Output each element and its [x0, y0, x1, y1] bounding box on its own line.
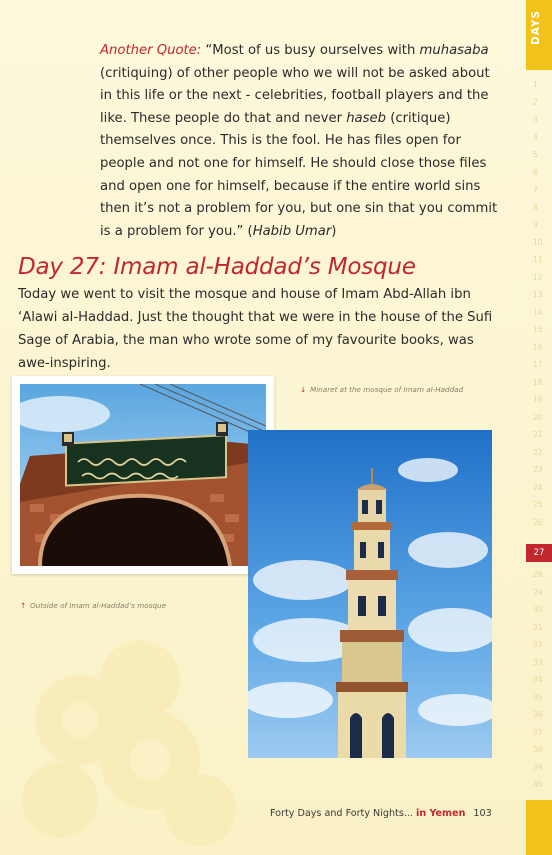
outside-caption [20, 601, 166, 610]
day-number: 5 [533, 150, 538, 159]
day-number: 28 [533, 570, 543, 579]
days-tab-label: DAYS [530, 10, 542, 46]
minaret-caption [300, 385, 463, 394]
days-tab [526, 0, 552, 70]
arrow-down-icon: ↓ [300, 385, 307, 394]
quote-text: (critiquing) of other people who we will not be asked about in this life or the next - celebrities, football players and the like. These people do that and never [100, 65, 490, 126]
book-title: Forty Days and Forty Nights... [270, 808, 417, 819]
day-number: 36 [533, 710, 543, 719]
day-number: 21 [533, 430, 543, 439]
page-footer [270, 808, 492, 819]
day-number: 16 [533, 342, 543, 352]
quote-text: (critique) themselves once. This is the fool. He has files open for people and not one for himself. He should close those files and open one for himself, because if the entire world sins then it’s not a problem for you, but one sin that you commit is a problem for you.” ( [100, 110, 498, 239]
section-intro: Today we went to visit the mosque and house of Imam Abd-Allah ibn ‘Alawi al-Haddad. Just the thought that we were in the house of the Sufi Sage of Arabia, the man who wrote some of my favourite books, was awe-inspiring. [18, 287, 493, 371]
day-number: 31 [533, 622, 543, 632]
day-number: 19 [533, 395, 543, 404]
arrow-up-icon: ↑ [20, 601, 27, 610]
section-heading: Day 27: Imam al-Haddad’s Mosque [18, 254, 416, 280]
day-number: 12 [533, 272, 543, 282]
quote-block [100, 40, 505, 243]
current-day-marker: 27 [526, 544, 552, 562]
day-number: 24 [533, 482, 543, 492]
day-number: 30 [533, 605, 543, 614]
day-number: 25 [533, 500, 543, 509]
day-number: 23 [533, 465, 543, 474]
day-number: 2 [533, 97, 538, 107]
flower-watermark-icon [0, 600, 240, 855]
quote-label: Another Quote: [100, 43, 202, 58]
day-number: 3 [533, 115, 538, 124]
day-number: 17 [533, 360, 543, 369]
quote-term: muhasaba [419, 43, 489, 58]
day-number: 6 [533, 167, 538, 177]
day-number: 8 [533, 202, 538, 212]
page-number: 103 [473, 808, 492, 819]
mosque-gate-image [20, 384, 266, 566]
day-number: 33 [533, 657, 543, 667]
day-number: 7 [533, 185, 538, 194]
mosque-gate-photo [12, 376, 274, 574]
quote-text: “Most of us busy ourselves with [201, 43, 420, 58]
day-number: 10 [533, 237, 543, 247]
quote-source: Habib Umar [252, 223, 332, 239]
day-number: 11 [533, 255, 543, 264]
day-number: 13 [533, 290, 543, 299]
day-number: 38 [533, 745, 543, 754]
minaret-caption-text: Minaret at the mosque of Imam al-Haddad [310, 385, 464, 394]
day-number: 34 [533, 675, 543, 684]
day-number: 29 [533, 587, 543, 597]
day-number: 20 [533, 412, 543, 422]
outside-caption-text: Outside of Imam al-Haddad’s mosque [30, 601, 166, 610]
minaret-photo [248, 430, 492, 758]
day-number: 32 [533, 640, 543, 649]
quote-text: ) [331, 223, 337, 239]
day-number: 18 [533, 377, 543, 387]
day-number: 1 [533, 80, 538, 89]
day-number: 15 [533, 325, 543, 334]
day-number: 40 [533, 780, 543, 789]
day-number: 39 [533, 762, 543, 772]
day-number: 26 [533, 517, 543, 527]
day-number: 9 [533, 220, 538, 229]
book-location: in Yemen [416, 808, 466, 819]
day-number: 35 [533, 692, 543, 702]
day-number: 4 [533, 132, 538, 142]
footer-tab [526, 800, 552, 855]
quote-term: haseb [346, 110, 386, 126]
day-number: 22 [533, 447, 543, 457]
day-number: 37 [533, 727, 543, 737]
day-number: 14 [533, 307, 543, 317]
